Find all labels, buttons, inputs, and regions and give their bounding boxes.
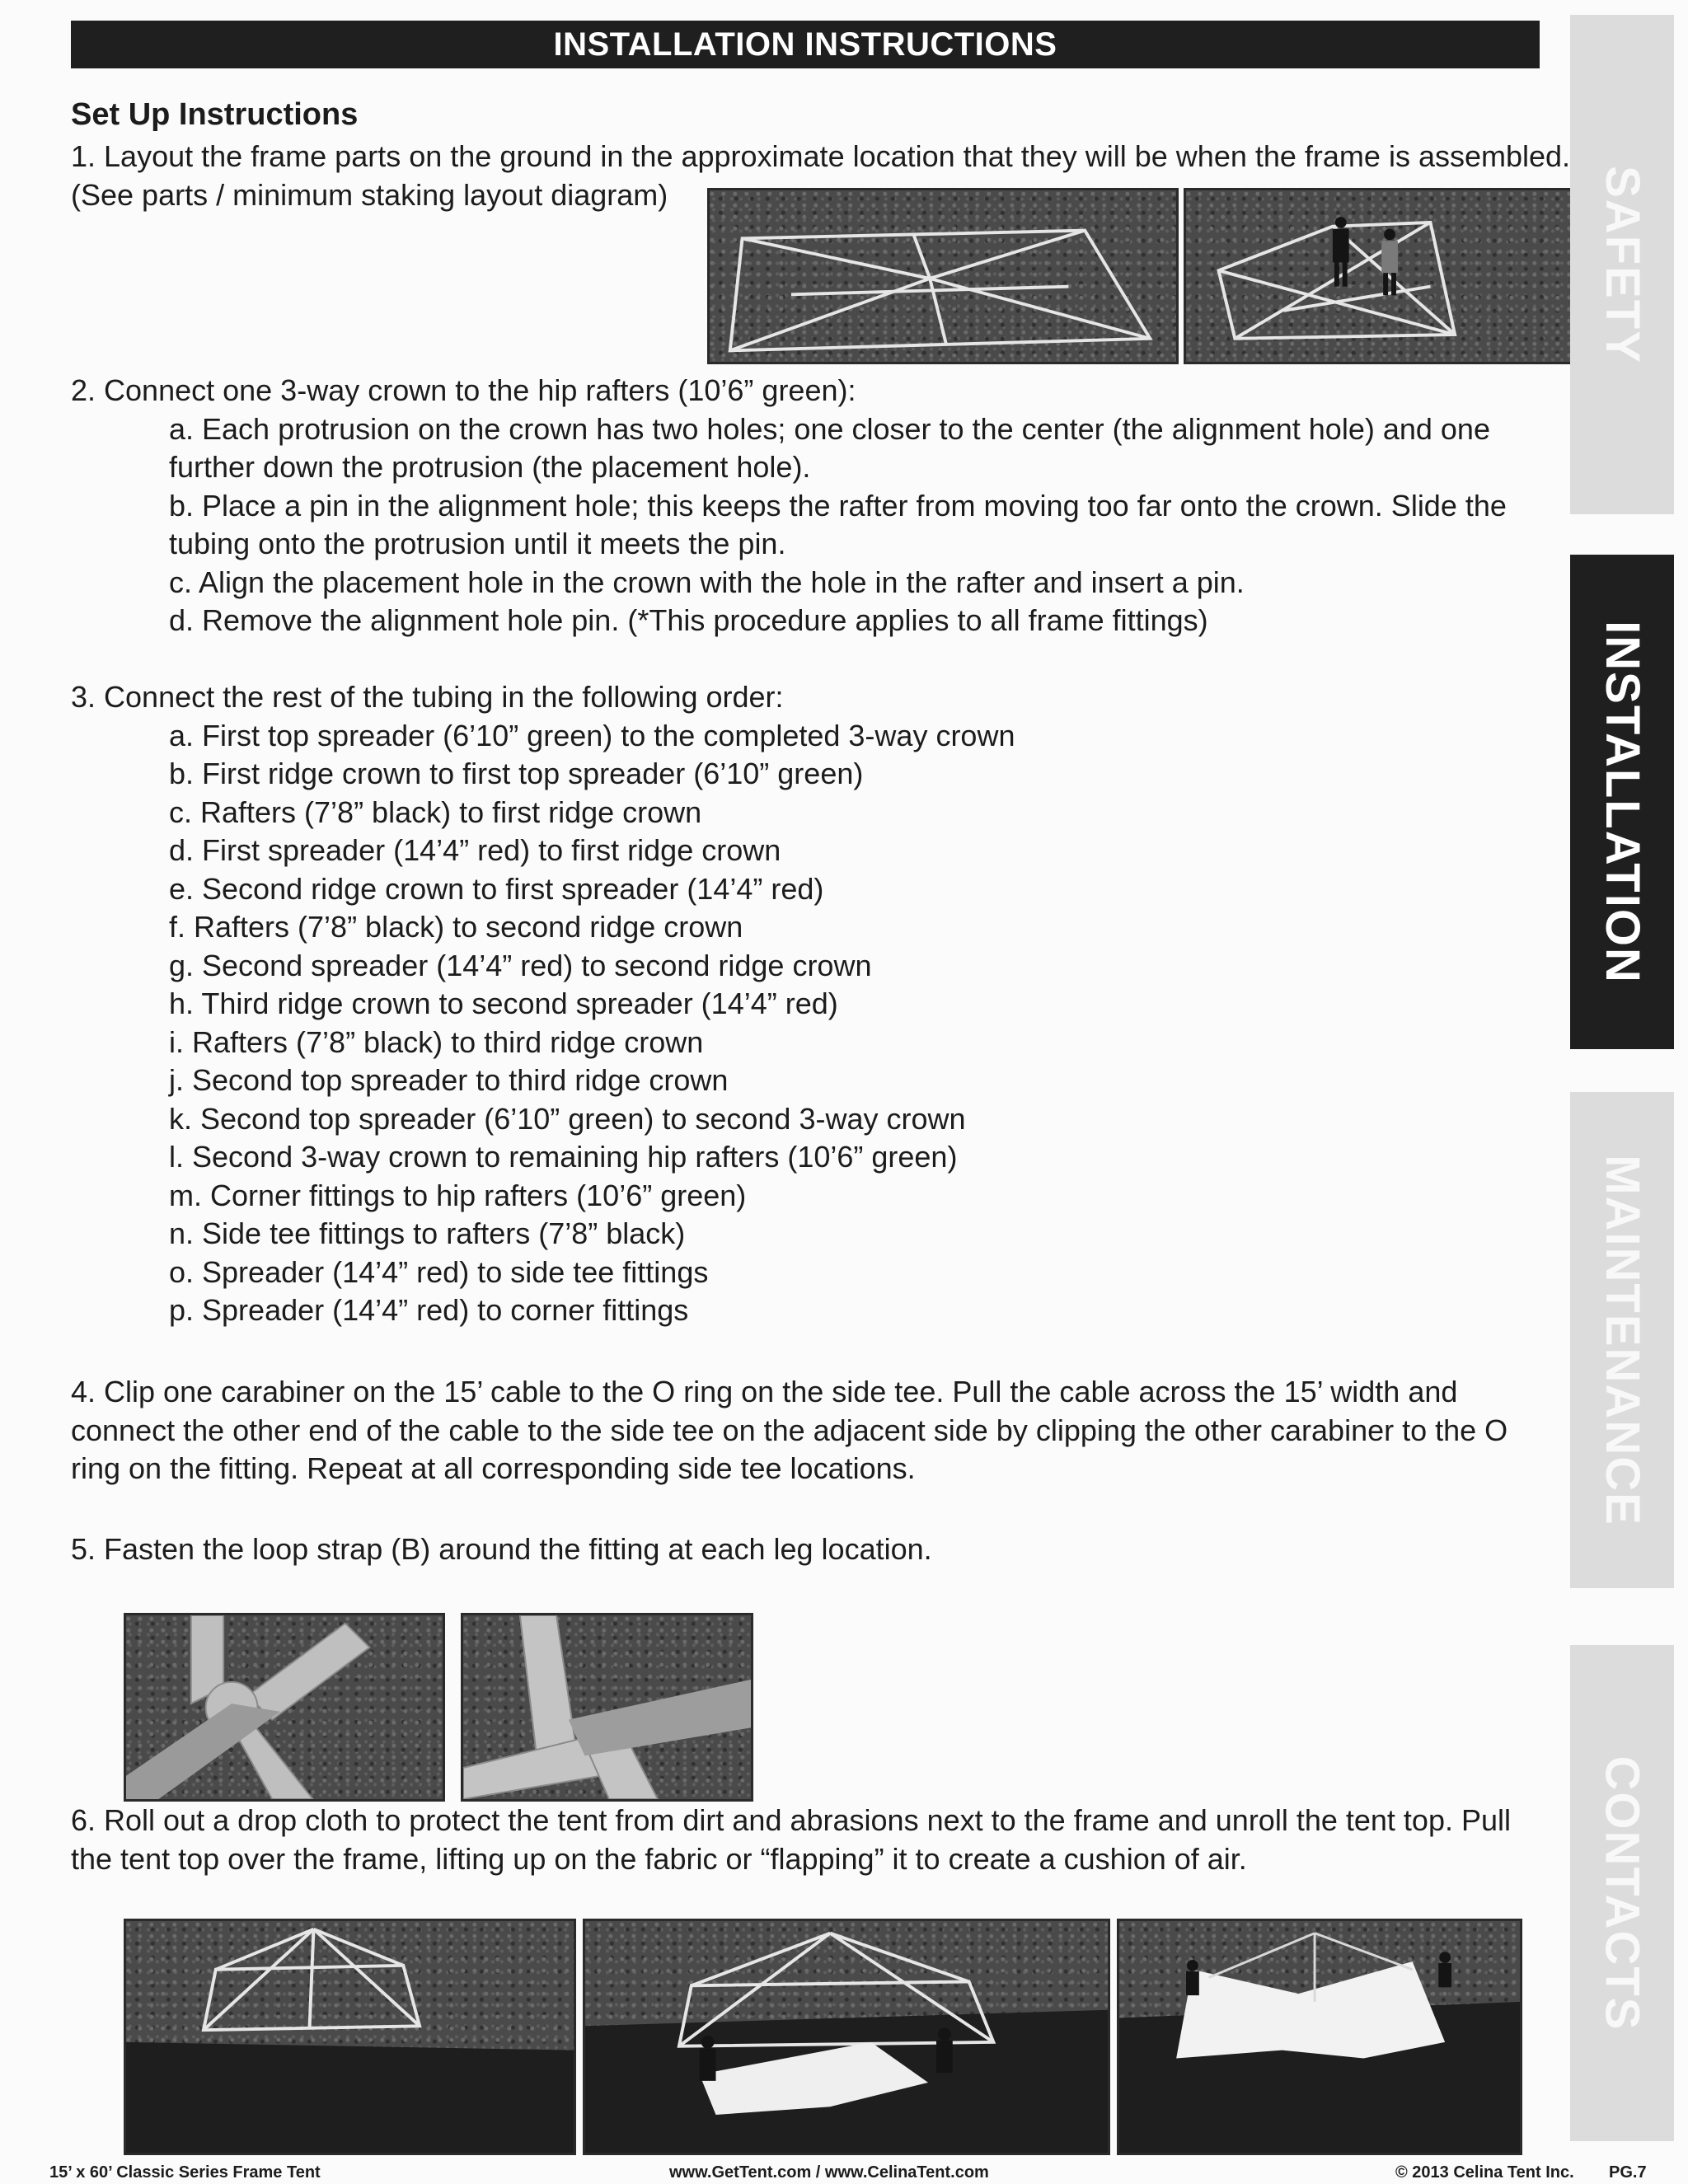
tab-contacts-label: CONTACTS <box>1595 1755 1649 2031</box>
step-3 <box>71 678 1015 1330</box>
subheading: Set Up Instructions <box>71 97 359 132</box>
step-3-item: j. Second top spreader to third ridge crown <box>169 1063 729 1097</box>
step-3-item: m. Corner fittings to hip rafters (10’6” green) <box>169 1178 747 1212</box>
tab-safety-label: SAFETY <box>1595 165 1649 364</box>
footer-websites[interactable]: www.GetTent.com / www.CelinaTent.com <box>669 2163 989 2182</box>
step-2-line: b. Place a pin in the alignment hole; this keeps the rafter from moving too far onto the crown. Slide the <box>169 488 1507 523</box>
loop-strap-photo-1 <box>124 1613 445 1802</box>
step-6-line: the tent top over the frame, lifting up on the fabric or “flapping” it to create a cushion of air. <box>71 1841 1247 1876</box>
step-2-line: d. Remove the alignment hole pin. (*This procedure applies to all frame fittings) <box>169 603 1208 637</box>
step-6 <box>71 1802 1511 1878</box>
step-3-item: a. First top spreader (6’10” green) to the completed 3-way crown <box>169 718 1015 752</box>
section-header <box>71 21 1540 68</box>
step-3-item: k. Second top spreader (6’10” green) to second 3-way crown <box>169 1101 966 1136</box>
step-2-line: c. Align the placement hole in the crown with the hole in the rafter and insert a pin. <box>169 565 1245 599</box>
loop-strap-photo-2 <box>461 1613 753 1802</box>
step-3-item: c. Rafters (7’8” black) to first ridge crown <box>169 794 702 829</box>
step-3-item: d. First spreader (14’4” red) to first ridge crown <box>169 833 781 867</box>
footer-product: 15’ x 60’ Classic Series Frame Tent <box>49 2163 321 2182</box>
step-3-item: n. Side tee fittings to rafters (7’8” black) <box>169 1216 686 1250</box>
step-4-line: 4. Clip one carabiner on the 15’ cable to the O ring on the side tee. Pull the cable across the 15’ width and <box>71 1375 1458 1408</box>
step-3-item: f. Rafters (7’8” black) to second ridge crown <box>169 910 743 944</box>
step-3-lead: 3. Connect the rest of the tubing in the following order: <box>71 680 784 714</box>
tab-installation-label: INSTALLATION <box>1595 620 1649 984</box>
step-4-line: connect the other end of the cable to the side tee on the adjacent side by clipping the other carabiner to the O <box>71 1413 1508 1447</box>
step-2-line: a. Each protrusion on the crown has two holes; one closer to the center (the alignment hole) and one <box>169 411 1490 446</box>
step-3-item: g. Second spreader (14’4” red) to second ridge crown <box>169 948 872 982</box>
step-6-line: 6. Roll out a drop cloth to protect the tent from dirt and abrasions next to the frame and unroll the tent top. Pull <box>71 1803 1512 1837</box>
step-3-item: o. Spreader (14’4” red) to side tee fittings <box>169 1254 709 1289</box>
tab-maintenance[interactable] <box>1570 1092 1674 1588</box>
step-2 <box>71 372 1507 640</box>
frame-layout-photo <box>707 188 1179 364</box>
step-3-item: i. Rafters (7’8” black) to third ridge crown <box>169 1024 704 1059</box>
step-5: 5. Fasten the loop strap (B) around the fitting at each leg location. <box>71 1532 932 1566</box>
step-4-line: ring on the fitting. Repeat at all corresponding side tee locations. <box>71 1451 916 1485</box>
frame-assembly-photo <box>1184 188 1602 364</box>
tab-contacts[interactable] <box>1570 1645 1674 2141</box>
step-3-item: l. Second 3-way crown to remaining hip rafters (10’6” green) <box>169 1140 958 1174</box>
step-3-item: p. Spreader (14’4” red) to corner fittings <box>169 1293 689 1327</box>
tab-safety[interactable] <box>1570 15 1674 514</box>
step-3-item: b. First ridge crown to first top spreader (6’10” green) <box>169 757 864 790</box>
tab-maintenance-label: MAINTENANCE <box>1595 1154 1649 1526</box>
footer-page-number: PG.7 <box>1609 2163 1647 2182</box>
tent-top-unroll-photo <box>583 1919 1110 2155</box>
step-4 <box>71 1373 1507 1488</box>
step-1-line-1: 1. Layout the frame parts on the ground in the approximate location that they will be when the frame is assembled. <box>71 139 1571 173</box>
step-2-line: tubing onto the protrusion until it meets the pin. <box>169 527 786 560</box>
tent-top-flapping-photo <box>1117 1919 1522 2155</box>
drop-cloth-photo <box>124 1919 576 2155</box>
step-2-lead: 2. Connect one 3-way crown to the hip rafters (10’6” green): <box>71 373 856 407</box>
step-1-line-2: (See parts / minimum staking layout diagram) <box>71 178 668 212</box>
section-title: INSTALLATION INSTRUCTIONS <box>553 26 1057 63</box>
tab-installation[interactable] <box>1570 555 1674 1049</box>
step-2-line: further down the protrusion (the placement hole). <box>169 450 811 484</box>
step-3-item: e. Second ridge crown to first spreader (14’4” red) <box>169 871 824 906</box>
footer-copyright: © 2013 Celina Tent Inc. <box>1395 2163 1574 2182</box>
step-3-item: h. Third ridge crown to second spreader (14’4” red) <box>169 987 838 1020</box>
